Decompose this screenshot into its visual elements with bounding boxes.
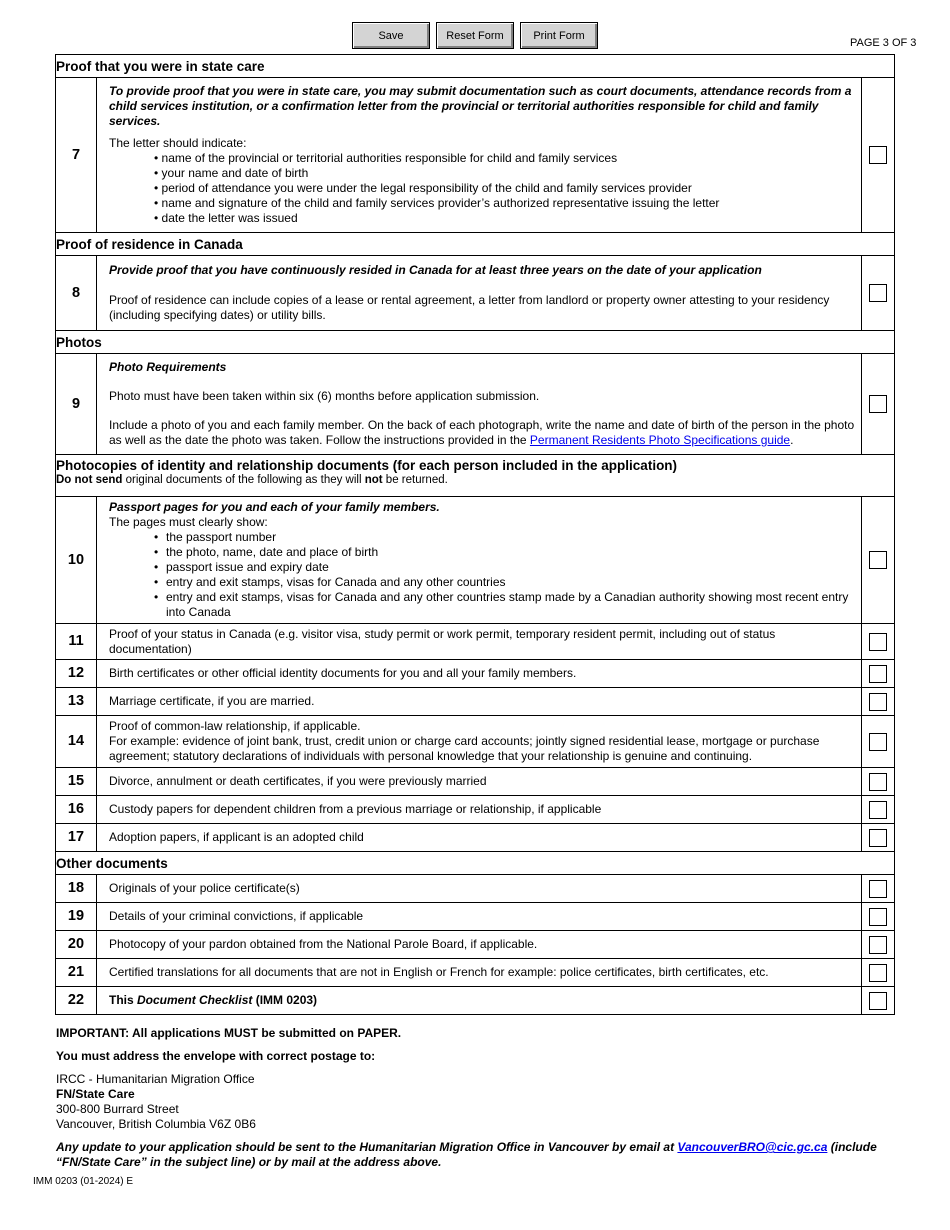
item-description: Certified translations for all documents that are not in English or French for example: police certificates, birth certificates, etc. bbox=[97, 959, 862, 987]
checkbox-item-21[interactable] bbox=[869, 964, 887, 982]
item-description bbox=[97, 354, 862, 455]
item-number: 17 bbox=[56, 824, 97, 852]
item-description: Birth certificates or other official identity documents for you and all your family members. bbox=[97, 660, 862, 688]
checkbox-item-12[interactable] bbox=[869, 665, 887, 683]
address-line: 300-800 Burrard Street bbox=[56, 1102, 179, 1116]
address-intro: You must address the envelope with correct postage to: bbox=[56, 1049, 376, 1063]
item-description: Photocopy of your pardon obtained from the National Parole Board, if applicable. bbox=[97, 931, 862, 959]
checkbox-item-13[interactable] bbox=[869, 693, 887, 711]
item-lead: The pages must clearly show: bbox=[109, 515, 268, 529]
item-description: Proof of your status in Canada (e.g. visitor visa, study permit or work permit, temporary resident permit, including out of status documentation) bbox=[97, 624, 862, 660]
address-line: Vancouver, British Columbia V6Z 0B6 bbox=[56, 1117, 256, 1131]
important-notice: IMPORTANT: All applications MUST be submitted on PAPER. bbox=[56, 1026, 402, 1040]
item-number: 16 bbox=[56, 796, 97, 824]
document-title: Document Checklist bbox=[137, 993, 253, 1007]
update-text: Any update to your application should be sent to the Humanitarian Migration Office in Vancouver by email at bbox=[56, 1140, 678, 1154]
update-notice bbox=[56, 1140, 916, 1170]
checkbox-item-19[interactable] bbox=[869, 908, 887, 926]
note-emphasis: Do not send bbox=[56, 474, 123, 486]
form-code: IMM 0203 (01-2024) E bbox=[33, 1176, 134, 1187]
print-form-button[interactable]: Print Form bbox=[520, 22, 598, 49]
item-number: 19 bbox=[56, 903, 97, 931]
section-header-photocopies bbox=[56, 455, 895, 497]
list-item: • the photo, name, date and place of birth bbox=[154, 545, 855, 560]
checkbox-item-16[interactable] bbox=[869, 801, 887, 819]
list-item: • name and signature of the child and family services provider’s authorized representative issuing the letter bbox=[154, 196, 855, 211]
section-title: Proof that you were in state care bbox=[56, 55, 895, 78]
checklist-item-19 bbox=[56, 903, 895, 931]
item-bullet-list bbox=[109, 151, 855, 226]
checklist-item-15 bbox=[56, 768, 895, 796]
checklist-item-20 bbox=[56, 931, 895, 959]
checklist-item-11 bbox=[56, 624, 895, 660]
checkbox-item-22[interactable] bbox=[869, 992, 887, 1010]
update-text: (include “FN/State Care” in the subject line) or by mail at the address above. bbox=[56, 1140, 877, 1169]
item-number: 8 bbox=[56, 256, 97, 331]
item-description: Adoption papers, if applicant is an adopted child bbox=[97, 824, 862, 852]
item-description bbox=[97, 78, 862, 233]
item-description: Originals of your police certificate(s) bbox=[97, 875, 862, 903]
checklist-item-12 bbox=[56, 660, 895, 688]
item-number: 7 bbox=[56, 78, 97, 233]
item-description bbox=[97, 716, 862, 768]
submission-instructions bbox=[56, 1026, 916, 1170]
item-paragraph-end: . bbox=[790, 433, 794, 447]
item-description bbox=[97, 497, 862, 624]
list-item: • entry and exit stamps, visas for Canada and any other countries bbox=[154, 575, 855, 590]
item-paragraph bbox=[109, 418, 855, 448]
item-number: 21 bbox=[56, 959, 97, 987]
item-description: Marriage certificate, if you are married. bbox=[97, 688, 862, 716]
item-line: Proof of common-law relationship, if applicable. bbox=[109, 719, 361, 733]
list-item: • entry and exit stamps, visas for Canada and any other countries stamp made by a Canadian authority showing most recent entry into Canada bbox=[154, 590, 855, 620]
address-line: FN/State Care bbox=[56, 1087, 135, 1101]
checklist-item-21 bbox=[56, 959, 895, 987]
checkbox-item-17[interactable] bbox=[869, 829, 887, 847]
section-title: Photocopies of identity and relationship documents (for each person included in the application) bbox=[56, 458, 678, 473]
item-number: 18 bbox=[56, 875, 97, 903]
address-line: IRCC - Humanitarian Migration Office bbox=[56, 1072, 255, 1086]
item-text: This bbox=[109, 993, 138, 1007]
item-number: 20 bbox=[56, 931, 97, 959]
section-title: Photos bbox=[56, 331, 895, 354]
photo-specifications-link[interactable]: Permanent Residents Photo Specifications guide bbox=[529, 433, 791, 447]
checklist-item-10 bbox=[56, 497, 895, 624]
mailing-address bbox=[56, 1072, 916, 1132]
checkbox-item-20[interactable] bbox=[869, 936, 887, 954]
item-title: Passport pages for you and each of your family members. bbox=[109, 500, 440, 514]
list-item: • date the letter was issued bbox=[154, 211, 855, 226]
section-note bbox=[56, 473, 894, 487]
checkbox-item-14[interactable] bbox=[869, 733, 887, 751]
item-bullet-list bbox=[109, 530, 855, 620]
note-text: be returned. bbox=[382, 474, 448, 486]
item-number: 10 bbox=[56, 497, 97, 624]
page-number: PAGE 3 OF 3 bbox=[850, 37, 917, 49]
checklist-item-14 bbox=[56, 716, 895, 768]
reset-form-button[interactable]: Reset Form bbox=[436, 22, 514, 49]
list-item: • the passport number bbox=[154, 530, 855, 545]
item-description bbox=[97, 987, 862, 1015]
list-item: • name of the provincial or territorial authorities responsible for child and family services bbox=[154, 151, 855, 166]
document-checklist-table bbox=[55, 54, 895, 1015]
note-text: original documents of the following as they will bbox=[122, 474, 365, 486]
checklist-item-9 bbox=[56, 354, 895, 455]
section-header-state-care bbox=[56, 55, 895, 78]
item-description: Custody papers for dependent children from a previous marriage or relationship, if applicable bbox=[97, 796, 862, 824]
checkbox-item-9[interactable] bbox=[869, 395, 887, 413]
checklist-item-7 bbox=[56, 78, 895, 233]
item-paragraph: Photo must have been taken within six (6) months before application submission. bbox=[109, 389, 540, 403]
checkbox-item-15[interactable] bbox=[869, 773, 887, 791]
item-text: (IMM 0203) bbox=[252, 993, 318, 1007]
list-item: • passport issue and expiry date bbox=[154, 560, 855, 575]
item-number: 9 bbox=[56, 354, 97, 455]
item-lead: The letter should indicate: bbox=[109, 136, 247, 150]
form-toolbar bbox=[352, 22, 598, 49]
checklist-item-8 bbox=[56, 256, 895, 331]
checklist-item-22 bbox=[56, 987, 895, 1015]
item-description bbox=[97, 256, 862, 331]
section-header-photos bbox=[56, 331, 895, 354]
checkbox-item-7[interactable] bbox=[869, 146, 887, 164]
email-link[interactable]: VancouverBRO@cic.gc.ca bbox=[677, 1140, 828, 1154]
item-number: 13 bbox=[56, 688, 97, 716]
item-number: 14 bbox=[56, 716, 97, 768]
item-number: 12 bbox=[56, 660, 97, 688]
item-title: Photo Requirements bbox=[109, 360, 227, 374]
section-title: Proof of residence in Canada bbox=[56, 233, 895, 256]
checkbox-item-11[interactable] bbox=[869, 633, 887, 651]
item-body: Proof of residence can include copies of a lease or rental agreement, a letter from landlord or property owner attesting to your residency (including specifying dates) or utility bills. bbox=[109, 293, 830, 322]
item-number: 15 bbox=[56, 768, 97, 796]
checkbox-item-18[interactable] bbox=[869, 880, 887, 898]
section-title: Other documents bbox=[56, 852, 895, 875]
list-item: • period of attendance you were under the legal responsibility of the child and family services provider bbox=[154, 181, 855, 196]
item-number: 11 bbox=[56, 624, 97, 660]
section-header-other bbox=[56, 852, 895, 875]
checkbox-item-10[interactable] bbox=[869, 551, 887, 569]
checklist-item-13 bbox=[56, 688, 895, 716]
list-item: • your name and date of birth bbox=[154, 166, 855, 181]
item-intro: To provide proof that you were in state care, you may submit documentation such as court documents, attendance records from a child services institution, or a confirmation letter from the provincial or territorial authorities responsible for child and family services. bbox=[109, 84, 852, 128]
section-header-residence bbox=[56, 233, 895, 256]
checkbox-item-8[interactable] bbox=[869, 284, 887, 302]
save-button[interactable]: Save bbox=[352, 22, 430, 49]
checklist-item-17 bbox=[56, 824, 895, 852]
item-paragraph-text: Include a photo of you and each family member. On the back of each photograph, write the name and date of birth of the person in the photo as well as the date the photo was taken. Follow the instructions provided in the bbox=[109, 418, 855, 447]
item-line: For example: evidence of joint bank, trust, credit union or charge card accounts; jointly signed residential lease, mortgage or purchase agreement; statutory declarations of individuals with personal knowledge that your relationship is genuine and continuing. bbox=[109, 734, 820, 763]
item-intro: Provide proof that you have continuously resided in Canada for at least three years on the date of your application bbox=[109, 263, 762, 277]
item-description: Details of your criminal convictions, if applicable bbox=[97, 903, 862, 931]
checklist-item-16 bbox=[56, 796, 895, 824]
note-emphasis: not bbox=[364, 474, 383, 486]
checklist-item-18 bbox=[56, 875, 895, 903]
item-number: 22 bbox=[56, 987, 97, 1015]
item-description: Divorce, annulment or death certificates, if you were previously married bbox=[97, 768, 862, 796]
